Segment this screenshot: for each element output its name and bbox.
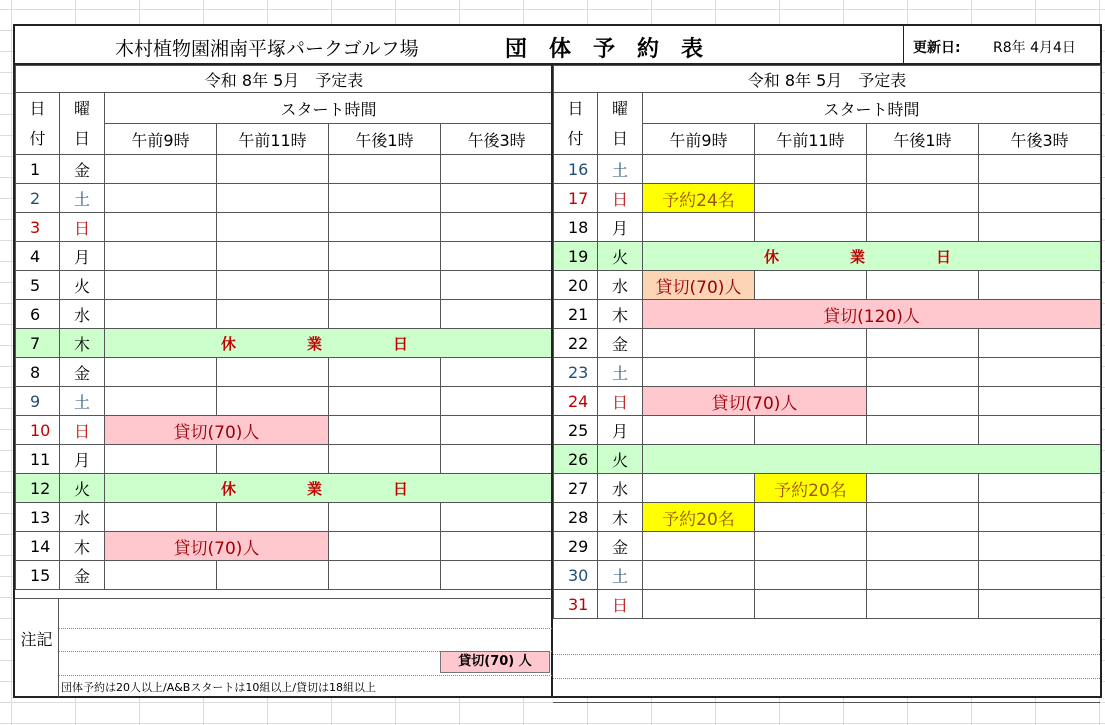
- title-bar: [15, 26, 1100, 65]
- slot-header: 午前9時: [105, 124, 217, 155]
- slot-cell[interactable]: [643, 213, 755, 242]
- slot-cell[interactable]: [441, 503, 553, 532]
- weekday-cell: 火: [598, 445, 643, 474]
- note-line: [553, 678, 1100, 680]
- day-cell: 14: [16, 532, 60, 561]
- slot-cell[interactable]: [755, 329, 867, 358]
- slot-cell[interactable]: [217, 300, 329, 329]
- slot-cell[interactable]: [867, 358, 979, 387]
- page-title: 団体予約表: [505, 37, 726, 62]
- table-row: [554, 271, 1101, 300]
- start-time-header: スタート時間: [105, 93, 553, 124]
- table-row: [554, 445, 1101, 474]
- slot-cell[interactable]: [643, 561, 755, 590]
- slot-cell[interactable]: [867, 387, 979, 416]
- slot-cell[interactable]: [643, 474, 755, 503]
- slot-cell[interactable]: [643, 416, 755, 445]
- slot-cell[interactable]: [329, 242, 441, 271]
- table-row: [554, 561, 1101, 590]
- slot-cell[interactable]: [755, 184, 867, 213]
- slot-header: 午後3時: [441, 124, 553, 155]
- slot-cell[interactable]: [979, 329, 1101, 358]
- table-row: [554, 213, 1101, 242]
- charter-legend: 貸切(70) 人: [440, 651, 550, 673]
- slot-cell[interactable]: [217, 445, 329, 474]
- weekday-cell: 火: [598, 242, 643, 271]
- slot-cell[interactable]: [867, 532, 979, 561]
- day-cell: 3: [16, 213, 60, 242]
- slot-cell[interactable]: [329, 445, 441, 474]
- weekday-cell: 水: [598, 474, 643, 503]
- slot-cell[interactable]: [329, 503, 441, 532]
- weekday-cell: 日: [598, 387, 643, 416]
- slot-cell[interactable]: [329, 300, 441, 329]
- left-schedule-table: [15, 65, 553, 590]
- start-time-header: スタート時間: [643, 93, 1101, 124]
- day-cell: 24: [554, 387, 598, 416]
- day-cell: 19: [554, 242, 598, 271]
- table-row: [554, 184, 1101, 213]
- slot-cell[interactable]: [867, 184, 979, 213]
- day-cell: 8: [16, 358, 60, 387]
- footnote: 団体予約は20人以上/A&Bスタートは10組以上/貸切は18組以上: [61, 681, 377, 694]
- slot-cell[interactable]: [979, 387, 1101, 416]
- slot-cell[interactable]: [979, 271, 1101, 300]
- day-cell: 5: [16, 271, 60, 300]
- slot-cell[interactable]: [217, 503, 329, 532]
- weekday-cell: 月: [598, 213, 643, 242]
- slot-cell[interactable]: [105, 387, 217, 416]
- slot-cell[interactable]: [643, 590, 755, 619]
- slot-cell[interactable]: [979, 532, 1101, 561]
- weekday-cell: 水: [60, 300, 105, 329]
- day-cell: 17: [554, 184, 598, 213]
- weekday-cell: 水: [60, 503, 105, 532]
- closed-day-cell: 休 業 日: [105, 329, 553, 358]
- table-row: [554, 329, 1101, 358]
- table-row: [554, 590, 1101, 619]
- slot-cell[interactable]: [867, 271, 979, 300]
- weekday-cell: 火: [60, 271, 105, 300]
- slot-cell[interactable]: [867, 561, 979, 590]
- slot-cell[interactable]: [755, 561, 867, 590]
- slot-cell[interactable]: [329, 184, 441, 213]
- weekday-cell: 月: [598, 416, 643, 445]
- table-row: [16, 213, 553, 242]
- table-row: [16, 300, 553, 329]
- slot-cell[interactable]: [979, 416, 1101, 445]
- table-row: [554, 358, 1101, 387]
- slot-cell[interactable]: [441, 242, 553, 271]
- slot-cell[interactable]: [441, 213, 553, 242]
- slot-cell[interactable]: [755, 532, 867, 561]
- day-cell: 16: [554, 155, 598, 184]
- slot-cell[interactable]: [329, 416, 441, 445]
- slot-cell[interactable]: [979, 213, 1101, 242]
- slot-cell[interactable]: [329, 271, 441, 300]
- weekday-cell: 木: [598, 503, 643, 532]
- slot-cell[interactable]: [979, 155, 1101, 184]
- col-weekday-header: 曜日: [598, 93, 643, 155]
- month-title: 令和 8年 5月 予定表: [16, 66, 553, 93]
- slot-cell[interactable]: [217, 387, 329, 416]
- slot-cell[interactable]: [755, 358, 867, 387]
- table-row: [16, 155, 553, 184]
- table-row: [554, 155, 1101, 184]
- note-line: [59, 675, 552, 677]
- day-cell: 18: [554, 213, 598, 242]
- slot-cell[interactable]: [105, 300, 217, 329]
- slot-cell[interactable]: [979, 590, 1101, 619]
- table-row: [16, 416, 553, 445]
- slot-cell[interactable]: [441, 561, 553, 590]
- weekday-cell: 土: [60, 184, 105, 213]
- day-cell: 23: [554, 358, 598, 387]
- table-row: [16, 242, 553, 271]
- reservation-cell[interactable]: 貸切(70)人: [105, 416, 329, 445]
- slot-cell[interactable]: [217, 155, 329, 184]
- slot-cell[interactable]: [441, 358, 553, 387]
- weekday-cell: 金: [598, 329, 643, 358]
- slot-cell[interactable]: [441, 155, 553, 184]
- slot-cell[interactable]: [979, 561, 1101, 590]
- table-row: [16, 503, 553, 532]
- slot-cell[interactable]: [755, 155, 867, 184]
- day-cell: 21: [554, 300, 598, 329]
- weekday-cell: 木: [60, 532, 105, 561]
- table-row: [16, 329, 553, 358]
- slot-cell[interactable]: [217, 271, 329, 300]
- reservation-cell[interactable]: 貸切(70)人: [643, 387, 867, 416]
- slot-header: 午後1時: [867, 124, 979, 155]
- slot-cell[interactable]: [217, 184, 329, 213]
- slot-cell[interactable]: [105, 184, 217, 213]
- table-row: [16, 445, 553, 474]
- slot-cell[interactable]: [105, 561, 217, 590]
- weekday-cell: 土: [598, 561, 643, 590]
- slot-cell[interactable]: [441, 271, 553, 300]
- slot-header: 午前11時: [755, 124, 867, 155]
- day-cell: 30: [554, 561, 598, 590]
- weekday-cell: 水: [598, 271, 643, 300]
- slot-cell[interactable]: [643, 532, 755, 561]
- weekday-cell: 日: [60, 416, 105, 445]
- day-cell: 25: [554, 416, 598, 445]
- day-cell: 26: [554, 445, 598, 474]
- reservation-cell[interactable]: 貸切(70)人: [105, 532, 329, 561]
- weekday-cell: 木: [60, 329, 105, 358]
- slot-cell[interactable]: [979, 503, 1101, 532]
- slot-cell[interactable]: [105, 445, 217, 474]
- day-cell: 9: [16, 387, 60, 416]
- reservation-cell[interactable]: 貸切(120)人: [643, 300, 1101, 329]
- slot-cell[interactable]: [755, 213, 867, 242]
- right-schedule-table: [553, 65, 1101, 619]
- slot-cell[interactable]: [329, 532, 441, 561]
- col-day-header: 日付: [16, 93, 60, 155]
- slot-cell[interactable]: [217, 561, 329, 590]
- slot-cell[interactable]: [643, 358, 755, 387]
- day-cell: 11: [16, 445, 60, 474]
- weekday-cell: 土: [598, 358, 643, 387]
- table-row: [16, 271, 553, 300]
- slot-cell[interactable]: [441, 445, 553, 474]
- slot-cell[interactable]: [105, 271, 217, 300]
- notes-section: [15, 598, 552, 696]
- slot-cell[interactable]: [867, 474, 979, 503]
- reservation-cell[interactable]: 貸切(70)人: [643, 271, 755, 300]
- slot-cell[interactable]: [643, 329, 755, 358]
- slot-header: 午後3時: [979, 124, 1101, 155]
- day-cell: 15: [16, 561, 60, 590]
- weekday-cell: 土: [60, 387, 105, 416]
- slot-cell[interactable]: [979, 358, 1101, 387]
- slot-cell[interactable]: [867, 503, 979, 532]
- slot-cell[interactable]: [755, 271, 867, 300]
- weekday-cell: 月: [60, 242, 105, 271]
- weekday-cell: 火: [60, 474, 105, 503]
- slot-cell[interactable]: [105, 242, 217, 271]
- day-cell: 4: [16, 242, 60, 271]
- weekday-cell: 金: [60, 358, 105, 387]
- slot-header: 午前9時: [643, 124, 755, 155]
- weekday-cell: 日: [598, 590, 643, 619]
- closed-day-cell: 休 業 日: [105, 474, 553, 503]
- updated-date: R8年 4月4日: [993, 40, 1076, 56]
- table-row: [16, 358, 553, 387]
- table-row: [16, 561, 553, 590]
- reservation-cell[interactable]: 予約20名: [643, 503, 755, 532]
- slot-cell[interactable]: [867, 416, 979, 445]
- slot-cell[interactable]: [755, 503, 867, 532]
- slot-cell[interactable]: [329, 561, 441, 590]
- day-cell: 6: [16, 300, 60, 329]
- slot-cell[interactable]: [979, 474, 1101, 503]
- day-cell: 28: [554, 503, 598, 532]
- weekday-cell: 月: [60, 445, 105, 474]
- notes-label: 注記: [15, 599, 59, 697]
- day-cell: 12: [16, 474, 60, 503]
- slot-cell[interactable]: [329, 387, 441, 416]
- slot-cell[interactable]: [441, 387, 553, 416]
- col-weekday-header: 曜日: [60, 93, 105, 155]
- note-line: [59, 628, 552, 630]
- slot-cell[interactable]: [217, 213, 329, 242]
- table-row: [554, 416, 1101, 445]
- note-line: [553, 702, 1100, 704]
- day-cell: 20: [554, 271, 598, 300]
- slot-cell[interactable]: [105, 358, 217, 387]
- day-cell: 2: [16, 184, 60, 213]
- slot-cell[interactable]: [867, 329, 979, 358]
- slot-cell[interactable]: [979, 184, 1101, 213]
- slot-header: 午前11時: [217, 124, 329, 155]
- divider: [903, 26, 904, 63]
- slot-cell[interactable]: [643, 155, 755, 184]
- slot-cell[interactable]: [105, 155, 217, 184]
- table-row: [16, 184, 553, 213]
- day-cell: 7: [16, 329, 60, 358]
- weekday-cell: 土: [598, 155, 643, 184]
- reservation-cell[interactable]: 予約20名: [755, 474, 867, 503]
- slot-cell[interactable]: [441, 300, 553, 329]
- right-notes-area: [553, 627, 1100, 725]
- table-row: [16, 387, 553, 416]
- weekday-cell: 日: [60, 213, 105, 242]
- month-title: 令和 8年 5月 予定表: [554, 66, 1101, 93]
- day-cell: 31: [554, 590, 598, 619]
- schedule-sheet: [13, 24, 1102, 698]
- weekday-cell: 金: [60, 561, 105, 590]
- closed-day-cell: [643, 445, 1101, 474]
- updated-label: 更新日:: [913, 40, 961, 56]
- day-cell: 10: [16, 416, 60, 445]
- slot-cell[interactable]: [867, 590, 979, 619]
- slot-cell[interactable]: [755, 416, 867, 445]
- day-cell: 1: [16, 155, 60, 184]
- day-cell: 13: [16, 503, 60, 532]
- day-cell: 27: [554, 474, 598, 503]
- slot-cell[interactable]: [441, 532, 553, 561]
- slot-cell[interactable]: [329, 155, 441, 184]
- note-line: [553, 654, 1100, 656]
- day-cell: 29: [554, 532, 598, 561]
- slot-header: 午後1時: [329, 124, 441, 155]
- day-cell: 22: [554, 329, 598, 358]
- slot-cell[interactable]: [329, 213, 441, 242]
- slot-cell[interactable]: [217, 242, 329, 271]
- reservation-cell[interactable]: 予約24名: [643, 184, 755, 213]
- table-row: [554, 532, 1101, 561]
- slot-cell[interactable]: [441, 416, 553, 445]
- closed-day-cell: 休 業 日: [643, 242, 1101, 271]
- table-row: [16, 532, 553, 561]
- weekday-cell: 金: [60, 155, 105, 184]
- slot-cell[interactable]: [867, 155, 979, 184]
- table-row: [554, 300, 1101, 329]
- slot-cell[interactable]: [329, 358, 441, 387]
- slot-cell[interactable]: [217, 358, 329, 387]
- weekday-cell: 木: [598, 300, 643, 329]
- facility-name: 木村植物園湘南平塚パークゴルフ場: [115, 38, 419, 60]
- slot-cell[interactable]: [105, 213, 217, 242]
- table-row: [554, 242, 1101, 271]
- col-day-header: 日付: [554, 93, 598, 155]
- table-row: [16, 474, 553, 503]
- table-row: [554, 474, 1101, 503]
- slot-cell[interactable]: [755, 590, 867, 619]
- table-row: [554, 387, 1101, 416]
- weekday-cell: 金: [598, 532, 643, 561]
- slot-cell[interactable]: [441, 184, 553, 213]
- slot-cell[interactable]: [105, 503, 217, 532]
- weekday-cell: 日: [598, 184, 643, 213]
- slot-cell[interactable]: [867, 213, 979, 242]
- table-row: [554, 503, 1101, 532]
